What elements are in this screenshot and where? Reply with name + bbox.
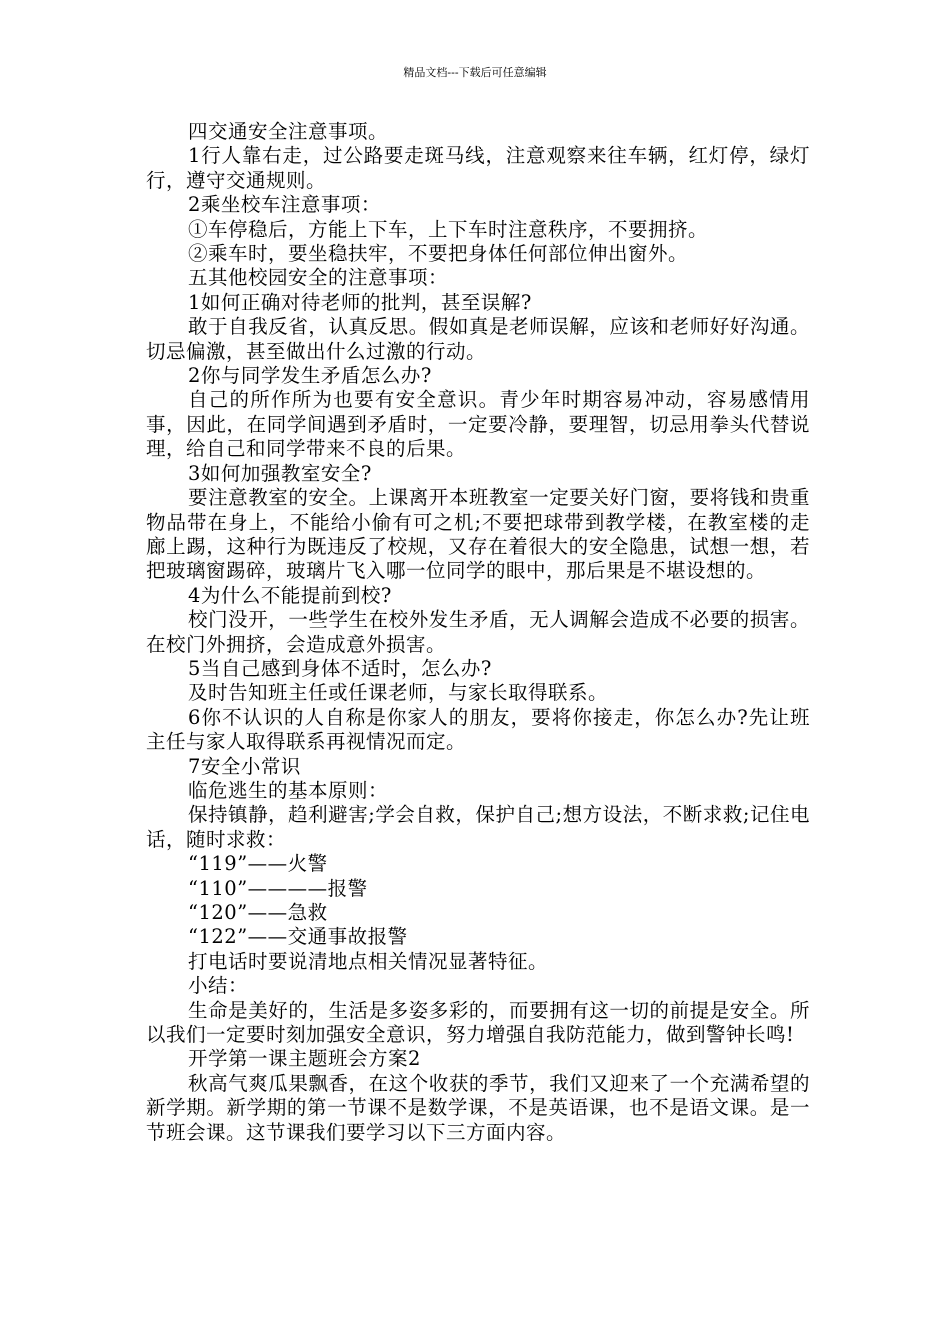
section-heading: 五其他校园安全的注意事项：: [188, 266, 449, 290]
question: 2你与同学发生矛盾怎么办?: [188, 364, 432, 388]
subheading: 小结：: [188, 974, 249, 998]
page-header: 精品文档---下载后可任意编辑: [403, 66, 547, 79]
phone-number-line: “119”——火警: [188, 852, 328, 876]
question: 1如何正确对待老师的批判，甚至误解?: [188, 290, 532, 314]
list-item: ①车停稳后，方能上下车，上下车时注意秩序，不要拥挤。: [188, 217, 709, 241]
paragraph: 及时告知班主任或任课老师，与家长取得联系。: [188, 681, 609, 705]
question: 3如何加强教室安全?: [188, 461, 372, 485]
question: 4为什么不能提前到校?: [188, 583, 392, 607]
phone-number-line: “110”————报警: [188, 876, 368, 900]
paragraph: 敢于自我反省，认真反思。假如真是老师误解，应该和老师好好沟通。切忌偏激，甚至做出什么过激的行动。: [146, 315, 810, 363]
subheading: 2乘坐校车注意事项：: [188, 193, 381, 217]
section-heading: 开学第一课主题班会方案2: [188, 1047, 421, 1071]
paragraph: 6你不认识的人自称是你家人的朋友，要将你接走，你怎么办?先让班主任与家人取得联系再视情况而定。: [146, 705, 810, 754]
phone-number-line: “120”——急救: [188, 901, 328, 924]
subheading: 7安全小常识: [188, 754, 301, 778]
list-item: ②乘车时，要坐稳扶牢，不要把身体任何部位伸出窗外。: [188, 242, 689, 266]
section-heading: 四交通安全注意事项。: [188, 120, 389, 143]
paragraph: 临危逃生的基本原则：: [188, 778, 389, 802]
paragraph: 校门没开，一些学生在校外发生矛盾，无人调解会造成不必要的损害。在校门外拥挤，会造成意外损害。: [146, 608, 810, 656]
paragraph: 自己的所作所为也要有安全意识。青少年时期容易冲动，容易感情用事，因此，在同学间遇到矛盾时，一定要冷静，要理智，切忌用拳头代替说理，给自己和同学带来不良的后果。: [146, 388, 810, 461]
paragraph: 要注意教室的安全。上课离开本班教室一定要关好门窗，要将钱和贵重物品带在身上，不能给小偷有可之机;不要把球带到教学楼，在教室楼的走廊上踢，这种行为既违反了校规，又存在着很大的安全隐患，试想一想，若把玻璃窗踢碎，玻璃片飞入哪一位同学的眼中，那后果是不堪设想的。: [146, 486, 810, 583]
phone-number-line: “122”——交通事故报警: [188, 925, 408, 949]
paragraph: 1行人靠右走，过公路要走斑马线，注意观察来往车辆，红灯停，绿灯行，遵守交通规则。: [146, 144, 810, 192]
document-body: [146, 120, 810, 1145]
paragraph: 秋高气爽瓜果飘香，在这个收获的季节，我们又迎来了一个充满希望的新学期。新学期的第一节课不是数学课，不是英语课，也不是语文课。是一节班会课。这节课我们要学习以下三方面内容。: [146, 1071, 810, 1144]
paragraph: 生命是美好的，生活是多姿多彩的，而要拥有这一切的前提是安全。所以我们一定要时刻加强安全意识，努力增强自我防范能力，做到警钟长鸣!: [146, 998, 810, 1047]
paragraph: 打电话时要说清地点相关情况显著特征。: [188, 949, 549, 973]
question: 5当自己感到身体不适时，怎么办?: [188, 656, 492, 680]
paragraph: 保持镇静，趋利避害;学会自救，保护自己;想方设法，不断求救;记住电话，随时求救：: [146, 803, 810, 851]
